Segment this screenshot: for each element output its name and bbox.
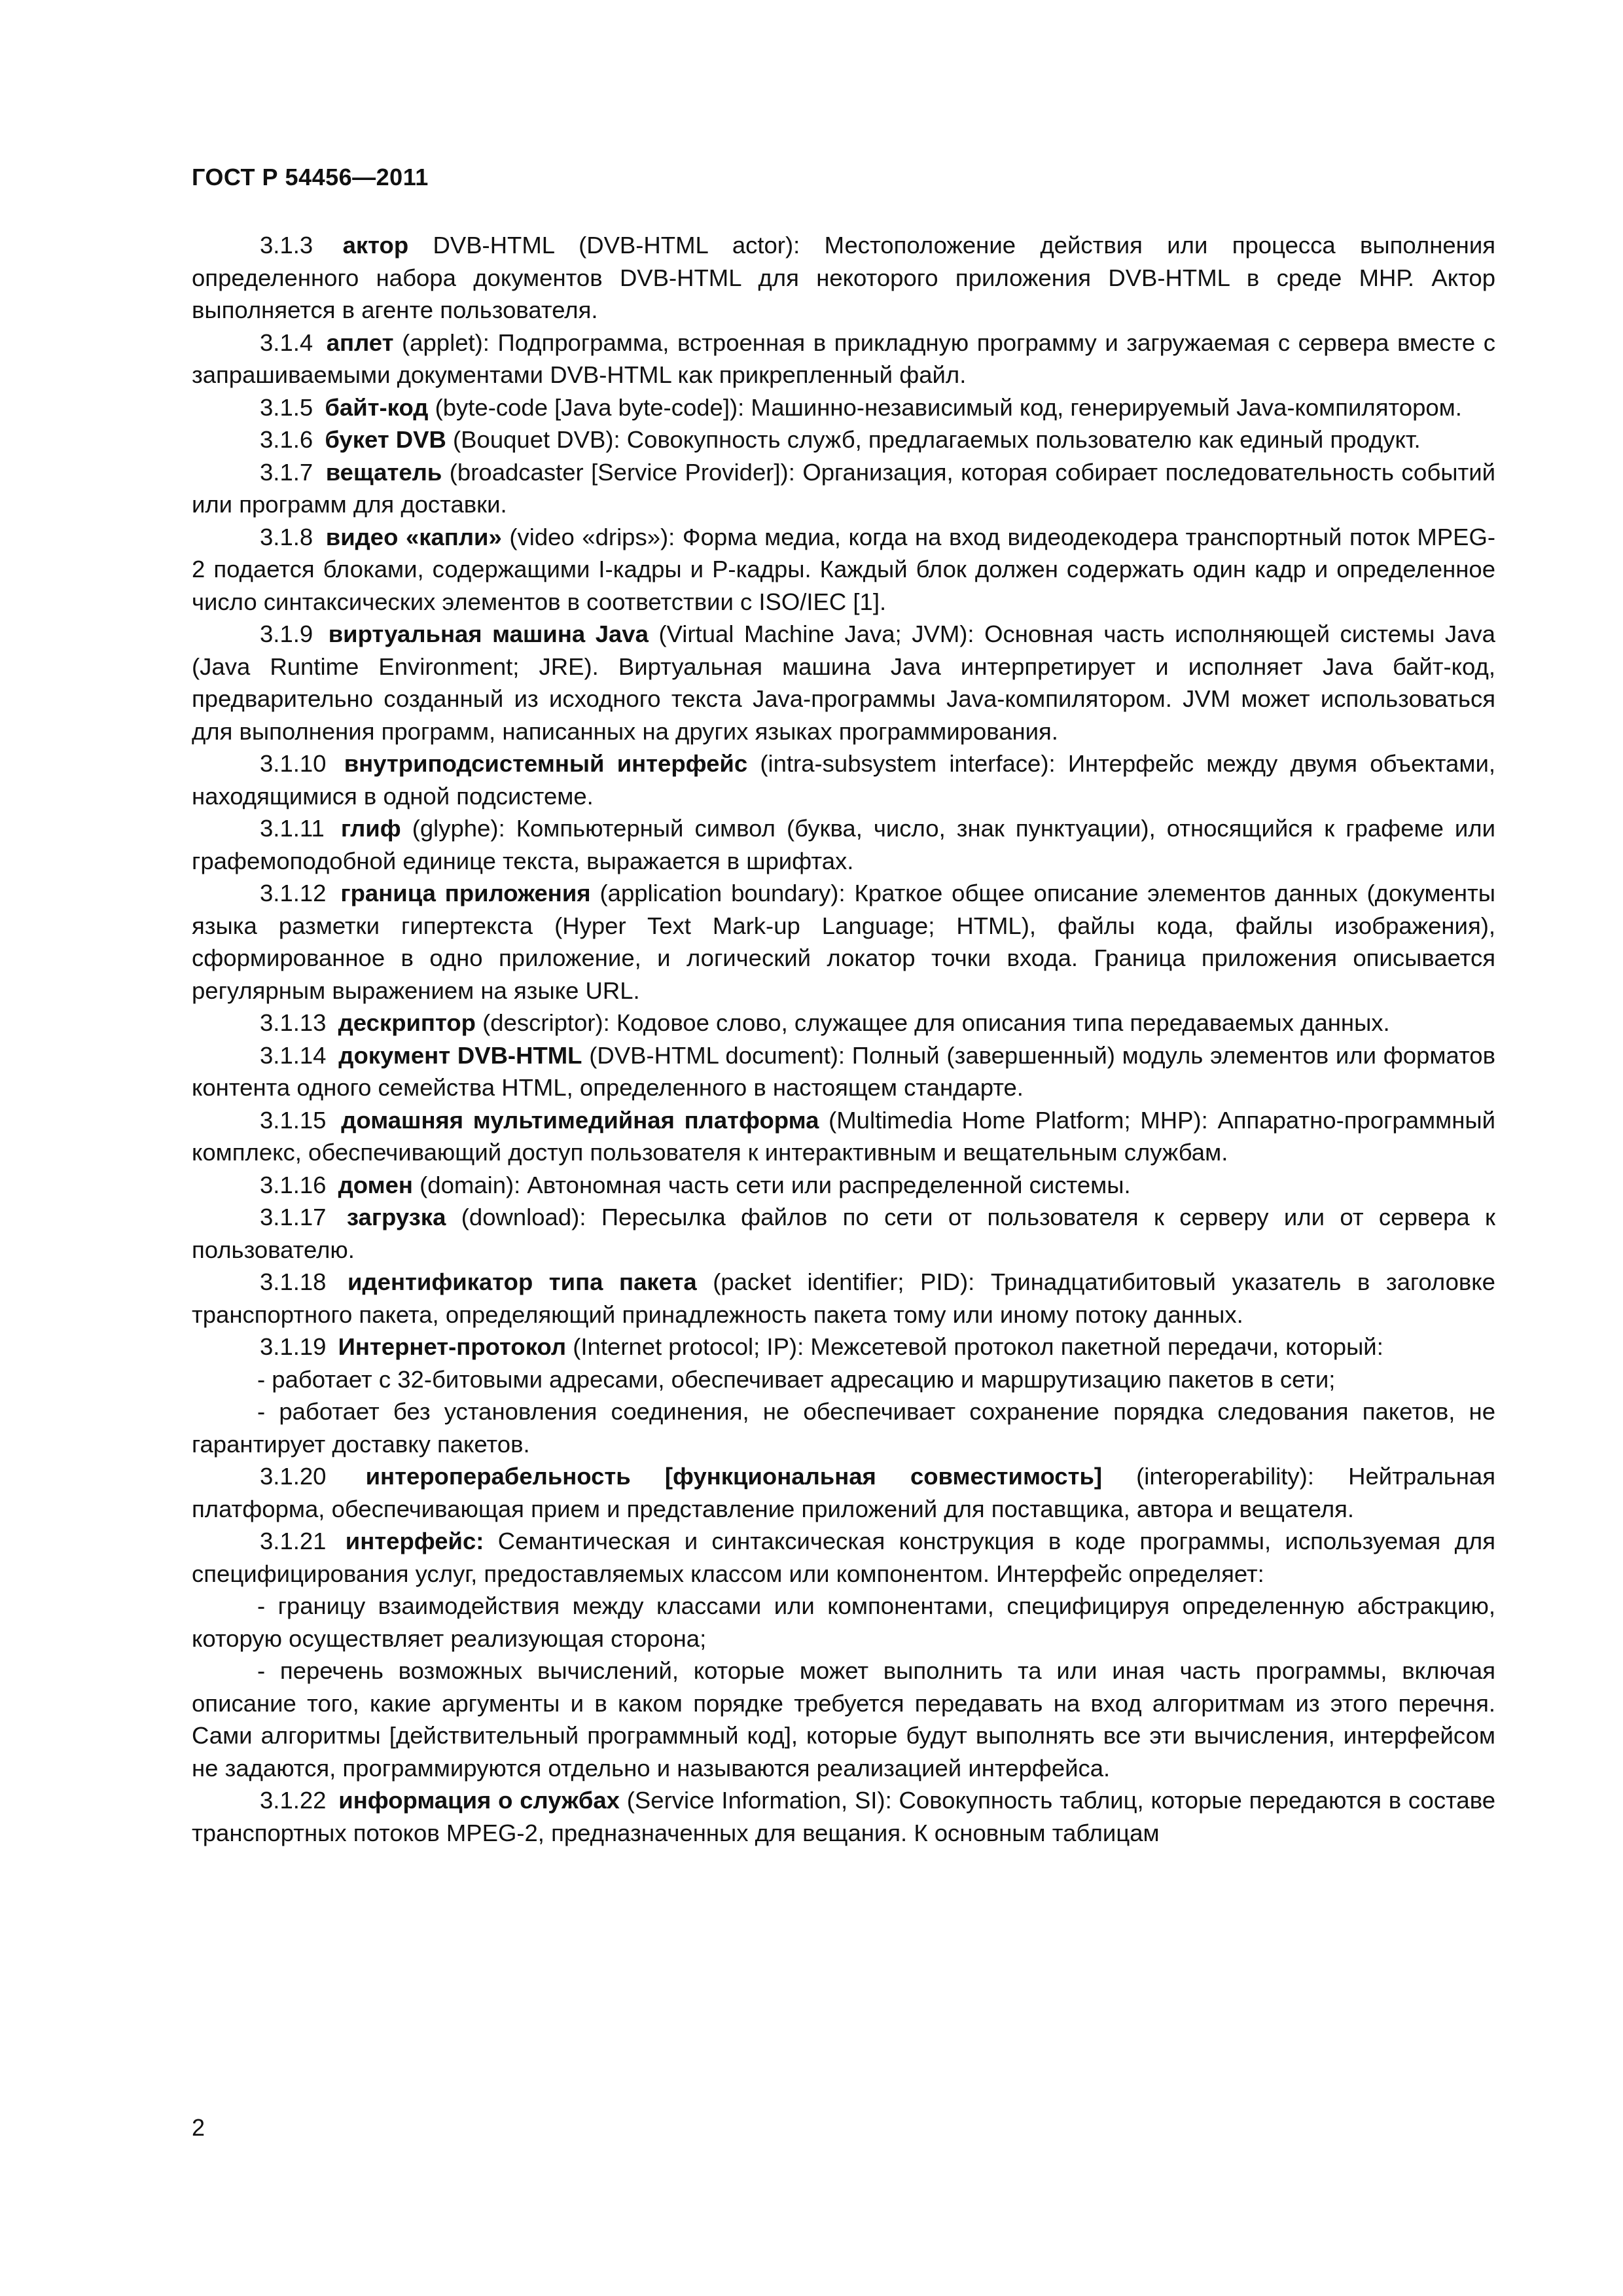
entry-term: интерфейс: xyxy=(345,1528,484,1554)
entry-number: 3.1.16 xyxy=(260,1171,327,1198)
standard-header: ГОСТ Р 54456—2011 xyxy=(192,164,429,190)
list-item: - границу взаимодействия между классами или компонентами, специфицируя определенную абстракцию, которую осуществляет реализующая сторона; xyxy=(192,1592,1495,1652)
entry-text: (intra-subsystem interface): Интерфейс между двумя объектами, находящимися в одной подсистеме. xyxy=(192,750,1495,810)
definition-entry xyxy=(192,391,1495,424)
entry-term: домашняя мультимедийная платформа xyxy=(341,1106,819,1134)
entry-number: 3.1.3 xyxy=(260,232,313,259)
entry-text: (interoperability): Нейтральная платформа, обеспечивающая прием и представление приложений для поставщика, автора и вещателя. xyxy=(192,1463,1495,1522)
definition-entry xyxy=(192,521,1495,619)
entry-term: видео «капли» xyxy=(325,523,502,550)
entry-number: 3.1.13 xyxy=(260,1009,327,1036)
entry-term: граница приложения xyxy=(340,880,591,906)
entry-term: внутриподсистемный интерфейс xyxy=(344,750,748,777)
entry-text: (domain): Автономная часть сети или распределенной системы. xyxy=(412,1171,1131,1198)
page-number: 2 xyxy=(192,2114,205,2141)
entry-term: дескриптор xyxy=(338,1009,476,1036)
entry-term: байт-код xyxy=(325,393,429,421)
definition-entry xyxy=(192,1784,1495,1849)
entry-number: 3.1.9 xyxy=(260,620,313,647)
entry-number: 3.1.19 xyxy=(260,1333,327,1360)
definition-entry xyxy=(192,423,1495,456)
entry-number: 3.1.12 xyxy=(260,880,327,906)
entry-number: 3.1.5 xyxy=(260,393,313,421)
definition-entry xyxy=(192,327,1495,391)
entry-text: (DVB-HTML document): Полный (завершенный) модуль элементов или форматов контента одного семейства HTML, определенного в настоящем стандарте. xyxy=(192,1041,1495,1101)
definition-entry xyxy=(192,1266,1495,1331)
definition-entry xyxy=(192,229,1495,327)
entry-term: документ DVB-HTML xyxy=(338,1041,582,1069)
entry-text: (Bouquet DVB): Совокупность служб, предлагаемых пользователю как единый продукт. xyxy=(446,426,1421,453)
entry-term: аплет xyxy=(326,329,394,356)
entry-text: (Virtual Machine Java; JVM): Основная часть исполняющей системы Java (Java Runtime Environment; JRE). Виртуальная машина Java интерпретирует и исполняет Java байт-код, предварительно созданный из исходного текста Java-программы Java-компилятором. JVM может использоваться для выполнения программ, написанных на других языках программирования. xyxy=(192,620,1495,745)
entry-term: домен xyxy=(338,1171,413,1198)
list-item: - перечень возможных вычислений, которые может выполнить та или иная часть программы, включая описание того, какие аргументы и в каком порядке требуется передавать на вход алгоритмам из этого перечня. Сами алгоритмы [действительный программный код], которые будут выполнять все эти вычисления, интерфейсом не задаются, программируются отдельно и называются реализацией интерфейса. xyxy=(192,1657,1495,1782)
entry-term: вещатель xyxy=(325,458,442,486)
definition-entry xyxy=(192,1104,1495,1169)
entry-number: 3.1.20 xyxy=(260,1463,327,1490)
entry-number: 3.1.15 xyxy=(260,1106,327,1134)
definition-entry xyxy=(192,1039,1495,1104)
definition-entry xyxy=(192,812,1495,877)
entry-term: интероперабельность [функциональная совместимость] xyxy=(365,1463,1103,1490)
entry-number: 3.1.18 xyxy=(260,1268,327,1295)
entry-term: загрузка xyxy=(346,1204,446,1230)
entry-term: информация о службах xyxy=(338,1787,620,1814)
definitions-body xyxy=(192,229,1495,1849)
definition-entry xyxy=(192,1169,1495,1202)
entry-number: 3.1.22 xyxy=(260,1787,327,1814)
list-item: - работает с 32-битовыми адресами, обеспечивает адресацию и маршрутизацию пакетов в сети; xyxy=(257,1365,1336,1393)
entry-text: (glyphe): Компьютерный символ (буква, число, знак пунктуации), относящийся к графеме или графемоподобной единице текста, выражается в шрифтах. xyxy=(192,815,1495,874)
entry-text: (packet identifier; PID): Тринадцатибитовый указатель в заголовке транспортного пакета, определяющий принадлежность пакета тому или иному потоку данных. xyxy=(192,1268,1495,1328)
entry-number: 3.1.10 xyxy=(260,750,327,777)
entry-term: глиф xyxy=(340,815,401,842)
list-item: - работает без установления соединения, не обеспечивает сохранение порядка следования пакетов, не гарантирует доставку пакетов. xyxy=(192,1398,1495,1458)
entry-number: 3.1.14 xyxy=(260,1041,327,1069)
entry-text: (Service Information, SI): Совокупность таблиц, которые передаются в составе транспортных потоков MPEG-2, предназначенных для вещания. К основным таблицам xyxy=(192,1787,1495,1846)
entry-term: Интернет-протокол xyxy=(338,1333,567,1360)
entry-term: виртуальная машина Java xyxy=(328,620,649,647)
definition-entry xyxy=(192,1331,1495,1363)
entry-number: 3.1.11 xyxy=(260,815,325,842)
entry-term: актор xyxy=(342,232,409,259)
entry-term: букет DVB xyxy=(325,426,446,453)
definition-entry xyxy=(192,747,1495,812)
entry-text: (application boundary): Краткое общее описание элементов данных (документы языка разметки гипертекста (Hyper Text Mark-up Language; HTML), файлы кода, файлы изображения), сформированное в одно приложение, и логический локатор точки входа. Граница приложения описывается регулярным выражением на языке URL. xyxy=(192,880,1495,1004)
entry-number: 3.1.7 xyxy=(260,458,313,486)
entry-text: (broadcaster [Service Provider]): Организация, которая собирает последовательность событий или программ для доставки. xyxy=(192,458,1495,518)
definition-entry xyxy=(192,1201,1495,1266)
entry-text: (descriptor): Кодовое слово, служащее для описания типа передаваемых данных. xyxy=(475,1009,1390,1036)
definition-entry xyxy=(192,877,1495,1007)
entry-text: (Multimedia Home Platform; МНР): Аппаратно-программный комплекс, обеспечивающий доступ пользователя к интерактивным и вещательным службам. xyxy=(192,1106,1495,1166)
definition-entry xyxy=(192,618,1495,747)
entry-text: Семантическая и синтаксическая конструкция в коде программы, используемая для специфицирования услуг, предоставляемых классом или компонентом. Интерфейс определяет: xyxy=(192,1528,1495,1587)
entry-text: (applet): Подпрограмма, встроенная в прикладную программу и загружаемая с сервера вместе с запрашиваемыми документами DVB-HTML как прикрепленный файл. xyxy=(192,329,1495,388)
entry-text: DVB-HTML (DVB-HTML actor): Местоположение действия или процесса выполнения определенного набора документов DVB-HTML для некоторого приложения DVB-HTML в среде МНР. Актор выполняется в агенте пользователя. xyxy=(192,232,1495,323)
entry-term: идентификатор типа пакета xyxy=(348,1268,697,1295)
definition-entry xyxy=(192,1460,1495,1525)
definition-entry xyxy=(192,456,1495,521)
entry-number: 3.1.17 xyxy=(260,1204,327,1230)
definition-entry xyxy=(192,1007,1495,1039)
entry-number: 3.1.8 xyxy=(260,523,313,550)
entry-text: (byte-code [Java byte-code]): Машинно-независимый код, генерируемый Java-компилятором. xyxy=(428,393,1462,421)
entry-number: 3.1.6 xyxy=(260,426,313,453)
entry-number: 3.1.4 xyxy=(260,329,313,356)
definition-entry xyxy=(192,1525,1495,1590)
entry-number: 3.1.21 xyxy=(260,1528,327,1554)
entry-text: (download): Пересылка файлов по сети от пользователя к серверу или от сервера к пользователю. xyxy=(192,1204,1495,1263)
entry-text: (video «drips»): Форма медиа, когда на вход видеодекодера транспортный поток MPEG-2 подается блоками, содержащими I-кадры и Р-кадры. Каждый блок должен содержать один кадр и определенное число синтаксических элементов в соответствии с ISO/IEC [1]. xyxy=(192,523,1495,615)
entry-text: (Internet protocol; IP): Межсетевой протокол пакетной передачи, который: xyxy=(566,1333,1383,1360)
